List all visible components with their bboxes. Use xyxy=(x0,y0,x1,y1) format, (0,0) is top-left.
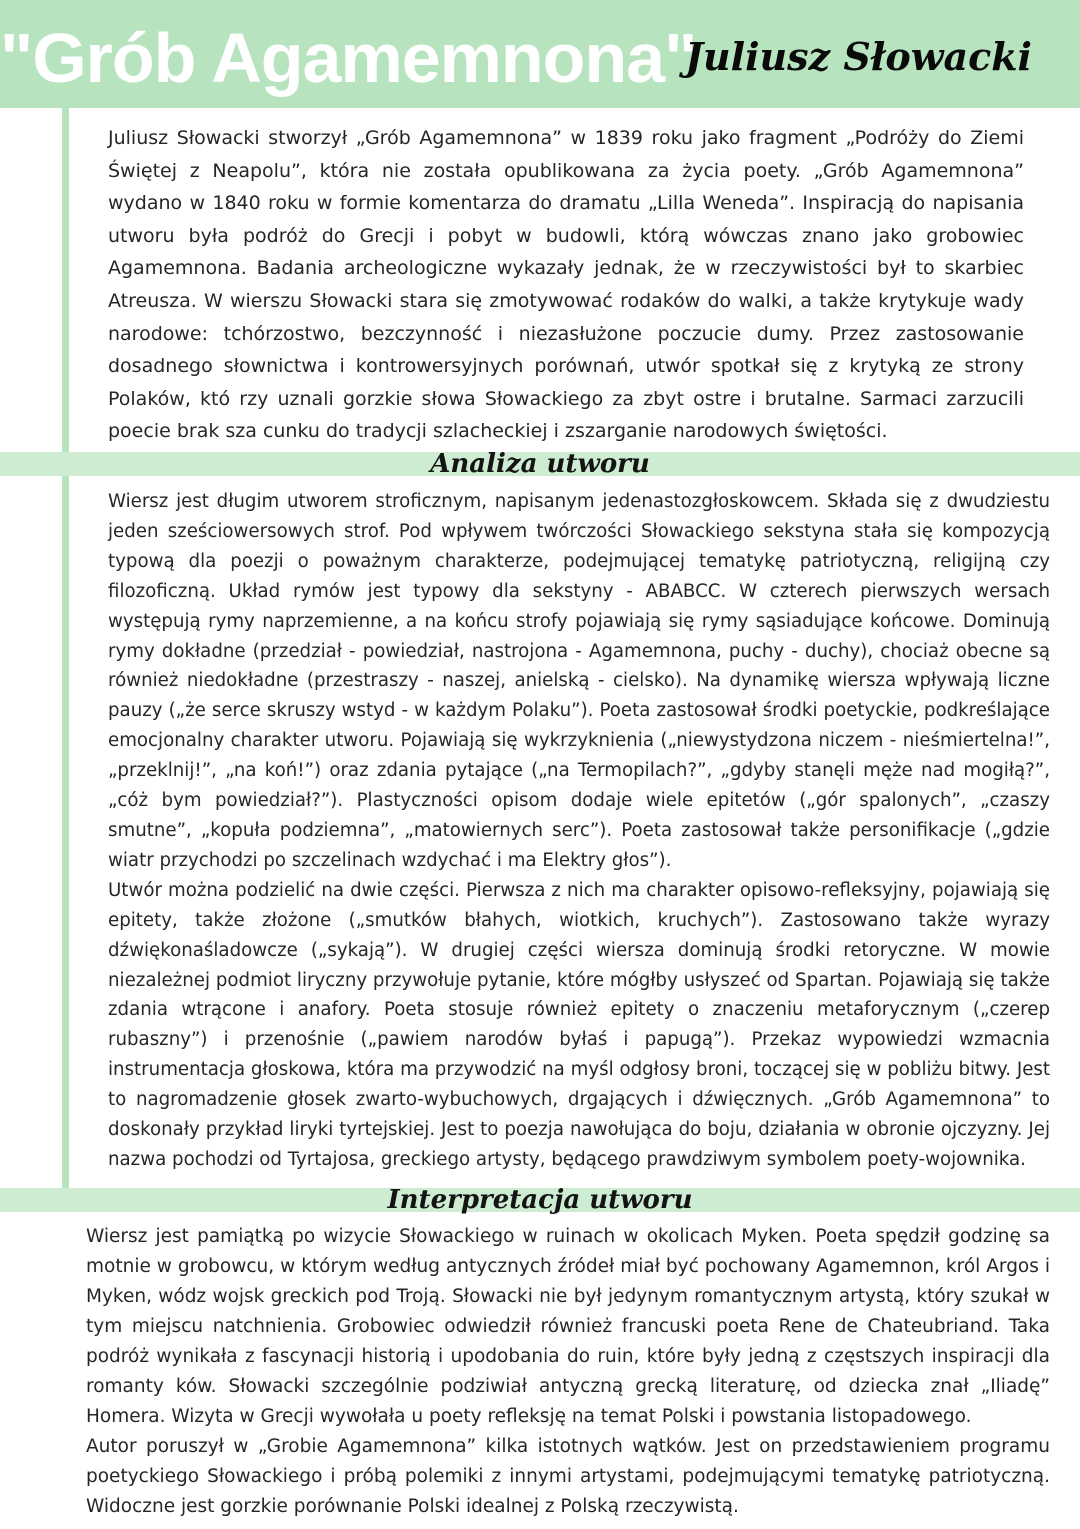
analysis-section xyxy=(108,487,1050,1175)
section-heading-analysis: Analiza utworu xyxy=(430,449,650,479)
analysis-paragraph: Wiersz jest długim utworem stroficznym, napisanym jedenastozgłoskowcem. Składa się z dwudziestu jeden sześciowersowych strof. Pod wpływem twórczości Słowackiego sekstyna stała się kompozycją typową dla poezji o poważnym charakterze, podejmującej tematykę patriotyczną, religijną czy filozoficzną. Układ rymów jest typowy dla sekstyny - ABABCC. W czterech pierwszych wersach występują rymy naprzemienne, a na końcu strofy pojawiają się rymy sąsiadujące końcowe. Dominują rymy dokładne (przedział - powiedział, nastrojona - Agamemnona, puchy - duchy), chociaż obecne są również niedokładne (przestraszy - naszej, anielską - cielsko). Na dynamikę wiersza wpływają liczne pauzy („że serce skruszy wstyd - w każdym Polaku”). Poeta zastosował środki poetyckie, podkreślające emocjonalny charakter utworu. Pojawiają się wykrzyknienia („niewystydzona niczem - nieśmiertelna!”, „przeklnij!”, „na koń!”) oraz zdania pytające („na Termopilach?”, „gdyby stanęli męże nad mogiłą?”, „cóż bym powiedział?”). Plastyczności opisom dodaje wiele epitetów („gór spalonych”, „czaszy smutne”, „kopuła podziemna”, „matowiernych serc”). Poeta zastosował także personifikacje („gdzie wiatr przychodzi po szczelinach wzdychać i ma Elektry głos”). xyxy=(108,491,1050,871)
analysis-paragraph: Utwór można podzielić na dwie części. Pierwsza z nich ma charakter opisowo-refleksyjny, pojawiają się epitety, także złożone („smutków błahych, wiotkich, kruchych”). Zastosowano także wyrazy dźwiękonaśladowcze („sykają”). W drugiej części wiersza dominują środki retoryczne. W mowie niezależnej podmiot liryczny przywołuje pytanie, które mógłby usłyszeć od Spartan. Pojawiają się także zdania wtrącone i anafory. Poeta stosuje również epitety o znaczeniu metaforycznym („czerep rubaszny”) i przenośnie („pawiem narodów byłaś i papugą”). Przekaz wypowiedzi wzmacnia instrumentacja głoskowa, która ma przywodzić na myśl odgłosy broni, toczącej się w pobliżu bitwy. Jest to nagromadzenie głosek zwarto-wybuchowych, drgających i dźwięcznych. „Grób Agamemnona” to doskonały przykład liryki tyrtejskiej. Jest to poezja nawołująca do boju, działania w obronie ojczyzny. Jej nazwa pochodzi od Tyrtajosa, greckiego artysty, będącego prawdziwym symbolem poety-wojownika. xyxy=(108,879,1050,1170)
interpretation-section xyxy=(86,1222,1050,1522)
intro-section xyxy=(108,122,1024,448)
intro-paragraph: Juliusz Słowacki stworzył „Grób Agamemnona” w 1839 roku jako fragment „Podróży do Ziemi Świętej z Neapolu”, która nie została opublikowana za życia poety. „Grób Agamemnona” wydano w 1840 roku w formie komentarza do dramatu „Lilla Weneda”. Inspiracją do napisania utworu była podróż do Grecji i pobyt w budowli, którą wówczas znano jako grobowiec Agamemnona. Badania archeologiczne wykazały jednak, że w rzeczywistości był to skarbiec Atreusza. W wierszu Słowacki stara się zmotywować rodaków do walki, a także krytykuje wady narodowe: tchórzostwo, bezczynność i niezasłużone poczucie dumy. Przez zastosowanie dosadnego słownictwa i kontrowersyjnych porównań, utwór spotkał się z krytyką ze strony Polaków, któ rzy uznali gorzkie słowa Słowackiego za zbyt ostre i brutalne. Sarmaci zarzucili poecie brak sza cunku do tradycji szlacheckiej i zszarganie narodowych świętości. xyxy=(108,127,1024,443)
section-heading-interpretation: Interpretacja utworu xyxy=(387,1185,693,1215)
author-name: Juliusz Słowacki xyxy=(685,34,1032,79)
interpretation-paragraph: Wiersz jest pamiątką po wizycie Słowackiego w ruinach w okolicach Myken. Poeta spędził godzinę sa motnie w grobowcu, w którym według antycznych źródeł miał być pochowany Agamemnon, król Argos i Myken, wódz wojsk greckich pod Troją. Słowacki nie był jedynym romantycznym artystą, który szukał w tym miejscu natchnienia. Grobowiec odwiedził również francuski poeta Rene de Chateubriand. Taka podróż wynikała z fascynacji historią i upodobania do ruin, które były jedną z częstszych inspiracji dla romanty ków. Słowacki szczególnie podziwiał antyczną grecką literaturę, od dziecka znał „Iliadę” Homera. Wizyta w Grecji wywołała u poety refleksję na temat Polski i powstania listopadowego. xyxy=(86,1226,1050,1427)
margin-rule xyxy=(62,108,69,1198)
interpretation-paragraph: Autor poruszył w „Grobie Agamemnona” kilka istotnych wątków. Jest on przedstawieniem programu poetyckiego Słowackiego i próbą polemiki z innymi artystami, podejmującymi tematykę patriotyczną. Widoczne jest gorzkie porównanie Polski idealnej z Polską rzeczywistą. xyxy=(86,1436,1050,1517)
page-title: "Grób Agamemnona" xyxy=(0,19,697,97)
